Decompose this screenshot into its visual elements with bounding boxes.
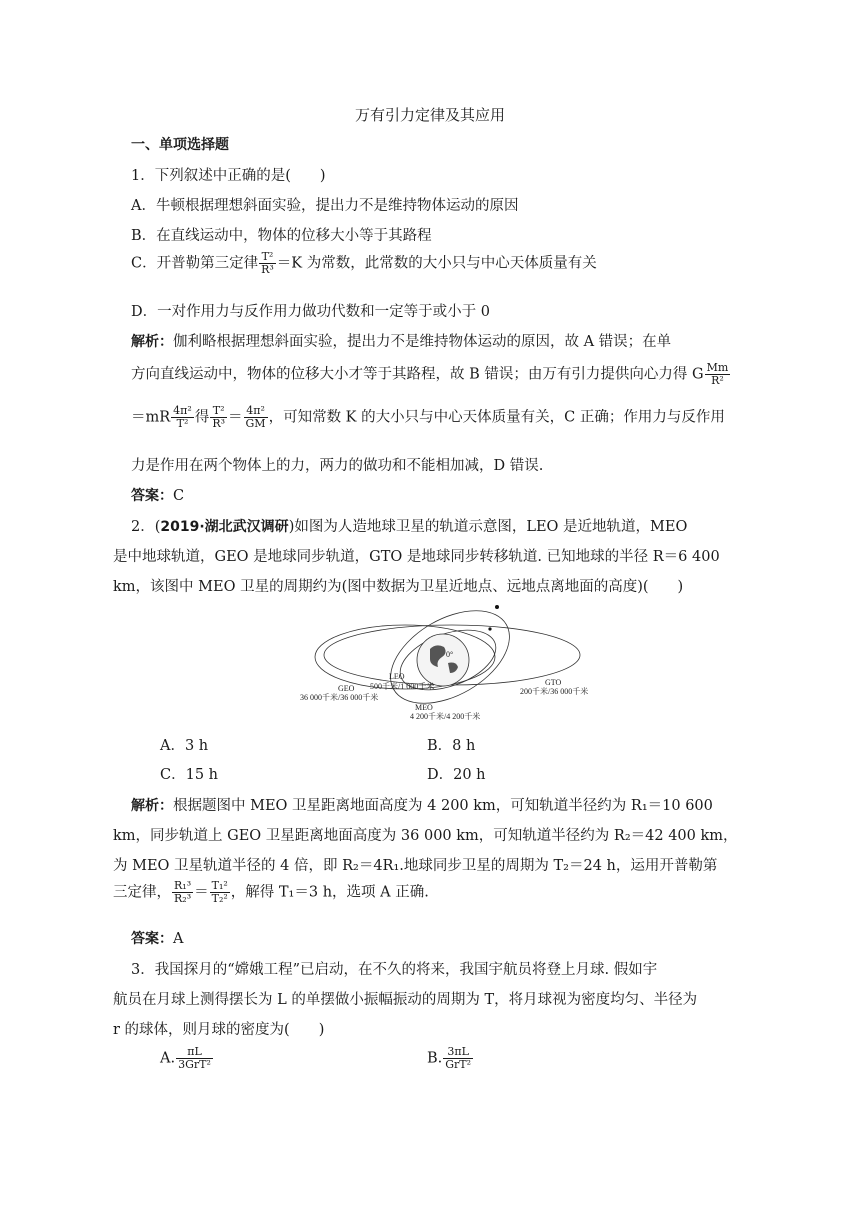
density-fraction: [443, 1046, 473, 1071]
fraction-denominator: R₂³: [174, 892, 192, 905]
q2-analysis-line2: km，同步轨道上 GEO 卫星距离地面高度为 36 000 km，可知轨道半径约为 R₂＝42 400 km，: [113, 828, 738, 844]
analysis-text: 根据题图中 MEO 卫星距离地面高度为 4 200 km，可知轨道半径约为 R₁＝10 600: [173, 798, 713, 814]
fraction-denominator: R³: [261, 263, 274, 276]
gto-altitude: 200千米/36 000千米: [520, 687, 589, 696]
q2-line1: [131, 515, 687, 536]
analysis-text: ＝mR: [131, 409, 171, 426]
q1-analysis-line2: [131, 362, 731, 387]
q3-line2: 航员在月球上测得摆长为 L 的单摆做小振幅振动的周期为 T，将月球视为密度均匀、半径为: [113, 992, 698, 1008]
orbit-diagram: [290, 605, 610, 725]
fraction-numerator: πL: [176, 1046, 213, 1059]
q2-option-d: D．20 h: [427, 767, 486, 783]
geo-altitude: 36 000千米/36 000千米: [300, 693, 379, 702]
q2-option-c: C．15 h: [160, 767, 218, 783]
q2-analysis-line1: [131, 794, 713, 815]
q2-line2: 是中地球轨道，GEO 是地球同步轨道，GTO 是地球同步转移轨道. 已知地球的半径 R＝6 400: [113, 549, 720, 565]
page-title: 万有引力定律及其应用: [354, 106, 505, 124]
meo-label: MEO: [415, 703, 433, 712]
analysis-label: 解析：: [131, 798, 173, 814]
analysis-text: ＝: [194, 884, 209, 901]
option-label: B.: [427, 1050, 443, 1067]
analysis-text: ，可知常数 K 的大小只与中心天体质量有关，C 正确；作用力与反作用: [268, 409, 725, 426]
fraction-numerator: R₁³: [174, 879, 192, 892]
q1-option-d: D．一对作用力与反作用力做功代数和一定等于或小于 0: [131, 304, 490, 320]
leo-altitude: 500千米/1 000千米: [370, 682, 435, 691]
analysis-text: 三定律，: [113, 884, 171, 901]
analysis-text: 方向直线运动中，物体的位移大小才等于其路程，故 B 错误；由万有引力提供向心力得 G: [131, 366, 704, 383]
satellite-dot: [495, 605, 499, 609]
q2-text: )如图为人造地球卫星的轨道示意图，LEO 是近地轨道，MEO: [288, 519, 688, 535]
q1-option-b: B．在直线运动中，物体的位移大小等于其路程: [131, 228, 432, 244]
fraction-denominator: T₂²: [211, 892, 228, 905]
fraction-denominator: 3GrT²: [178, 1058, 211, 1071]
fraction-denominator: R²: [711, 374, 724, 387]
fraction-numerator: T²: [259, 251, 276, 264]
kepler-fraction: [210, 405, 227, 430]
meo-altitude: 4 200千米/4 200千米: [410, 712, 481, 721]
satellite-dot: [488, 627, 491, 630]
centripetal-fraction: [171, 405, 194, 430]
analysis-text: ＝: [228, 409, 243, 426]
q2-answer: [131, 928, 183, 948]
fraction-numerator: 3πL: [443, 1046, 473, 1059]
answer-value: C: [173, 488, 185, 504]
section-heading: 一、单项选择题: [131, 137, 229, 153]
result-fraction: [244, 405, 268, 430]
analysis-text: ，解得 T₁＝3 h，选项 A 正确.: [230, 884, 429, 901]
earth-icon: [417, 634, 469, 686]
q1-answer: [131, 485, 184, 505]
option-label: A.: [160, 1050, 176, 1067]
q3-option-a: [160, 1046, 214, 1071]
q2-option-b: B．8 h: [427, 738, 476, 754]
density-fraction: [176, 1046, 213, 1071]
analysis-text: 得: [194, 409, 210, 426]
fraction-numerator: 4π²: [244, 405, 268, 418]
q3-option-b: [427, 1046, 474, 1071]
q1-option-c-prefix: C．开普勒第三定律: [131, 255, 259, 272]
radius-ratio-fraction: [172, 880, 193, 905]
q1-analysis-line3: [131, 405, 725, 430]
fraction-numerator: Mm: [706, 361, 729, 374]
q1-option-a: A．牛顿根据理想斜面实验，提出力不是维持物体运动的原因: [131, 198, 519, 214]
answer-label: 答案：: [131, 488, 173, 504]
kepler-fraction: [259, 251, 276, 276]
fraction-denominator: T²: [176, 417, 189, 430]
gravity-fraction: [705, 362, 731, 387]
fraction-denominator: GM: [245, 417, 266, 430]
fraction-denominator: R³: [212, 417, 226, 430]
degree-label: 0°: [446, 650, 454, 659]
q1-stem: 1．下列叙述中正确的是( ): [131, 168, 326, 184]
gto-label: GTO: [545, 678, 562, 687]
q2-analysis-line3: 为 MEO 卫星轨道半径的 4 倍，即 R₂＝4R₁.地球同步卫星的周期为 T₂＝24 h，运用开普勒第: [113, 858, 718, 874]
q3-line1: 3．我国探月的“嫦娥工程”已启动，在不久的将来，我国宇航员将登上月球. 假如宇: [131, 962, 658, 978]
fraction-denominator: GrT²: [445, 1058, 472, 1071]
q2-analysis-line4: [113, 880, 429, 905]
q2-text: 2．(: [131, 519, 161, 535]
analysis-text: 伽利略根据理想斜面实验，提出力不是维持物体运动的原因，故 A 错误；在单: [173, 334, 672, 350]
q1-analysis-line1: [131, 330, 671, 351]
q3-line3: r 的球体，则月球的密度为( ): [113, 1022, 325, 1038]
q2-line3: km，该图中 MEO 卫星的周期约为(图中数据为卫星近地点、远地点离地面的高度)( ): [113, 579, 684, 595]
period-ratio-fraction: [210, 880, 230, 905]
fraction-numerator: T₁²: [211, 879, 228, 892]
leo-label: LEO: [389, 672, 405, 681]
q2-source: 2019·湖北武汉调研: [160, 519, 289, 535]
answer-value: A: [173, 931, 184, 947]
q1-option-c-suffix: ＝K 为常数，此常数的大小只与中心天体质量有关: [276, 255, 597, 272]
q1-analysis-line4: 力是作用在两个物体上的力，两力的做功和不能相加减，D 错误.: [131, 458, 544, 474]
fraction-numerator: 4π²: [173, 404, 192, 417]
q2-option-a: A．3 h: [160, 738, 209, 754]
q1-option-c: [131, 251, 597, 276]
answer-label: 答案：: [131, 931, 173, 947]
analysis-label: 解析：: [131, 334, 173, 350]
fraction-numerator: T²: [210, 405, 227, 418]
geo-label: GEO: [338, 684, 355, 693]
